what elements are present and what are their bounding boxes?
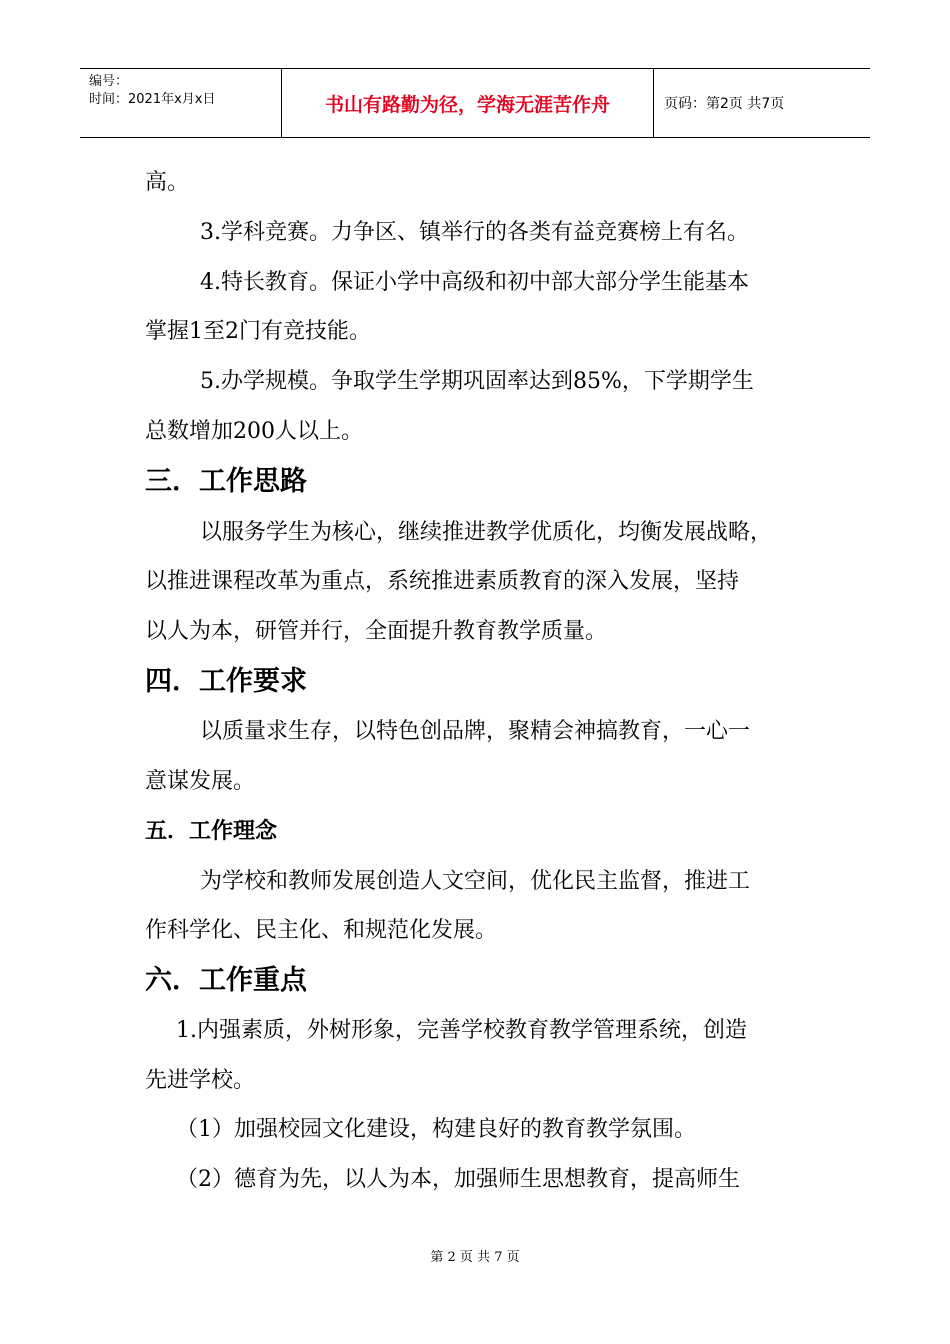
- paragraph-line: 作科学化、民主化、和规范化发展。: [145, 918, 498, 943]
- paragraph-line: 4.特长教育。保证小学中高级和初中部大部分学生能基本: [200, 270, 749, 295]
- paragraph-line: 为学校和教师发展创造人文空间，优化民主监督，推进工: [200, 869, 751, 894]
- paragraph-line: 3.学科竞赛。力争区、镇举行的各类有益竞赛榜上有名。: [200, 220, 749, 245]
- page-footer: 第 2 页 共 7 页: [430, 1250, 520, 1265]
- page-info-text: 页码：第2页 共7页: [664, 96, 785, 112]
- paragraph-line: 以质量求生存，以特色创品牌，聚精会神搞教育，一心一: [200, 719, 751, 744]
- doc-number-label: 编号：: [89, 74, 129, 89]
- header-page-info: [654, 69, 870, 137]
- paragraph-line: 以推进课程改革为重点，系统推进素质教育的深入发展，坚持: [145, 569, 740, 594]
- section-heading-work-philosophy: 五．工作理念: [145, 819, 278, 844]
- paragraph-line: 1.内强素质，外树形象，完善学校教育教学管理系统，创造: [176, 1018, 747, 1043]
- paragraph-line: 意谋发展。: [145, 769, 256, 794]
- paragraph-line: （1）加强校园文化建设，构建良好的教育教学氛围。: [176, 1117, 696, 1142]
- paragraph-line: 以服务学生为核心，继续推进教学优质化，均衡发展战略，: [200, 520, 773, 545]
- paragraph-line: 以人为本，研管并行，全面提升教育教学质量。: [145, 619, 608, 644]
- paragraph-line: 5.办学规模。争取学生学期巩固率达到85%，下学期学生: [200, 369, 754, 394]
- paragraph-line: 掌握1至2门有竞技能。: [145, 319, 371, 344]
- section-heading-work-priorities: 六．工作重点: [145, 965, 307, 996]
- doc-time-label: 时间：2021年x月x日: [89, 92, 216, 107]
- section-heading-work-approach: 三．工作思路: [145, 466, 307, 497]
- section-heading-work-requirements: 四．工作要求: [145, 666, 307, 697]
- paragraph-line: 高。: [145, 170, 190, 195]
- header-meta: [80, 69, 282, 137]
- header-motto: 书山有路勤为径，学海无涯苦作舟: [282, 69, 654, 137]
- paragraph-line: 先进学校。: [145, 1068, 256, 1093]
- paragraph-line: 总数增加200人以上。: [145, 419, 363, 444]
- page-header: [80, 68, 870, 138]
- paragraph-line: （2）德育为先，以人为本，加强师生思想教育，提高师生: [176, 1167, 740, 1192]
